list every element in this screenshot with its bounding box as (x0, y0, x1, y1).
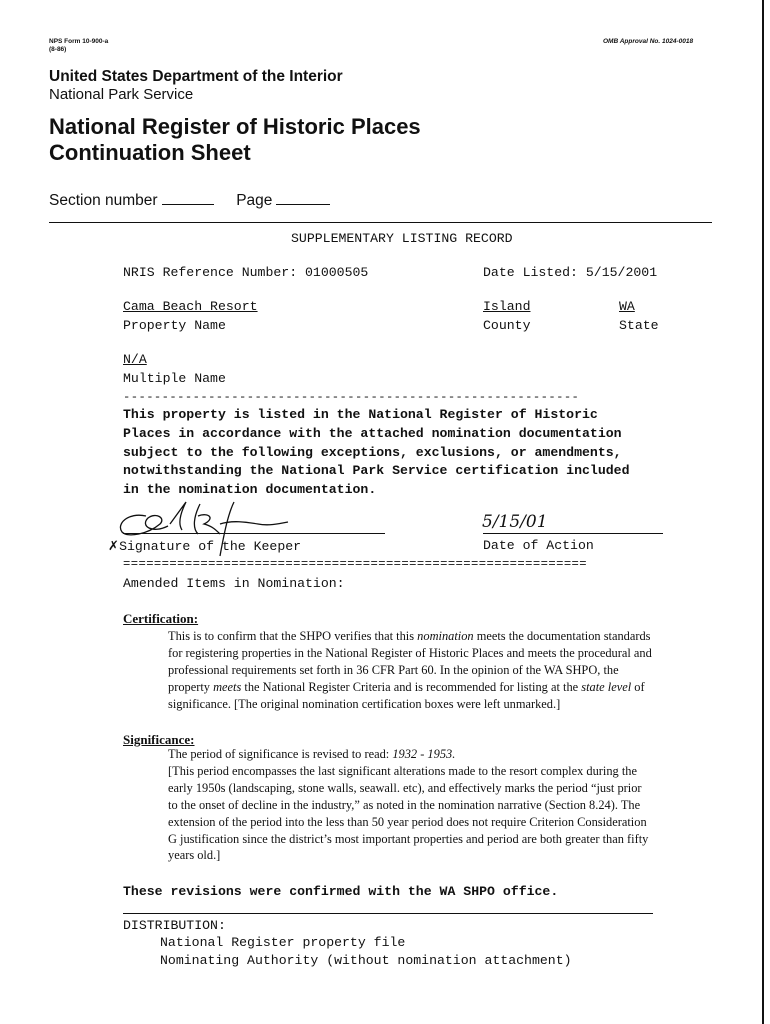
signature-line (123, 533, 385, 534)
page-label: Page (236, 192, 273, 209)
form-number: NPS Form 10-900-a (8-86) (49, 38, 109, 53)
omb-approval: OMB Approval No. 1024-0018 (603, 38, 694, 45)
nris-reference: NRIS Reference Number: 01000505 (123, 265, 369, 280)
property-name-value: Cama Beach Resort (123, 299, 258, 314)
page-subtitle: Continuation Sheet (49, 140, 251, 165)
section-page-line (49, 192, 330, 210)
state-value: WA (619, 299, 635, 314)
service-name: National Park Service (49, 86, 194, 103)
county-label: County (483, 318, 531, 333)
section-number-label: Section number (49, 192, 158, 209)
county-value: Island (483, 299, 531, 314)
date-of-action-label: Date of Action (483, 538, 594, 553)
page-title: National Register of Historic Places (49, 114, 421, 139)
significance-text: The period of significance is revised to read: 1932 - 1953. [This period encompasses the last significant alterations made to the resort complex during the early 1950s (landscaping, stone walls, seawall. etc), and effectively marks the period “just prior to the onset of decline in the industry,” as noted in the nomination narrative (Section 8.24). The extension of the period into the less than 50 year period does not require Criterion Consideration G justification since the district’s most important properties and period are both greater than fifty years old.] (168, 747, 649, 863)
date-action-line (483, 533, 663, 534)
multiple-name-value: N/A (123, 352, 147, 367)
equals-divider: ============================================================ (123, 557, 588, 571)
record-heading: SUPPLEMENTARY LISTING RECORD (291, 231, 513, 246)
listing-statement: This property is listed in the National Register of Historic Places in accordance with the attached nomination documentation subject to the following exceptions, exclusions, or amendments, notwithstanding the National Park Service certification included in the nomination documentation. (123, 407, 630, 498)
distribution-item: National Register property file (160, 935, 406, 950)
signature-label: ✗Signature of the Keeper (108, 538, 302, 554)
dash-divider: ----------------------------------------------------------- (123, 390, 580, 404)
handwritten-action-date: 5/15/01 (482, 512, 548, 532)
section-number-blank (162, 204, 214, 205)
confirmation-note: These revisions were confirmed with the WA SHPO office. (123, 884, 559, 899)
amended-items-heading: Amended Items in Nomination: (123, 576, 345, 591)
page-number-blank (276, 204, 330, 205)
property-name-label: Property Name (123, 318, 226, 333)
distribution-heading: DISTRIBUTION: (123, 918, 226, 933)
multiple-name-label: Multiple Name (123, 371, 226, 386)
header-rule (49, 222, 712, 223)
state-label: State (619, 318, 659, 333)
distribution-item: Nominating Authority (without nomination attachment) (160, 953, 572, 968)
certification-heading: Certification: (123, 611, 199, 626)
department-name: United States Department of the Interior (49, 68, 343, 85)
distribution-rule (123, 913, 653, 914)
certification-text: This is to confirm that the SHPO verifies that this nomination meets the documentation standards for registering properties in the National Register of Historic Places and meets the procedural and professional requirements set forth in 36 CFR Part 60. In the opinion of the WA SHPO, the property meets the National Register Criteria and is recommended for listing at the state level of significance. [The original nomination certification boxes were left unmarked.] (168, 629, 652, 711)
date-listed: Date Listed: 5/15/2001 (483, 265, 658, 280)
significance-heading: Significance: (123, 732, 195, 747)
page-edge-rule (762, 0, 764, 1024)
